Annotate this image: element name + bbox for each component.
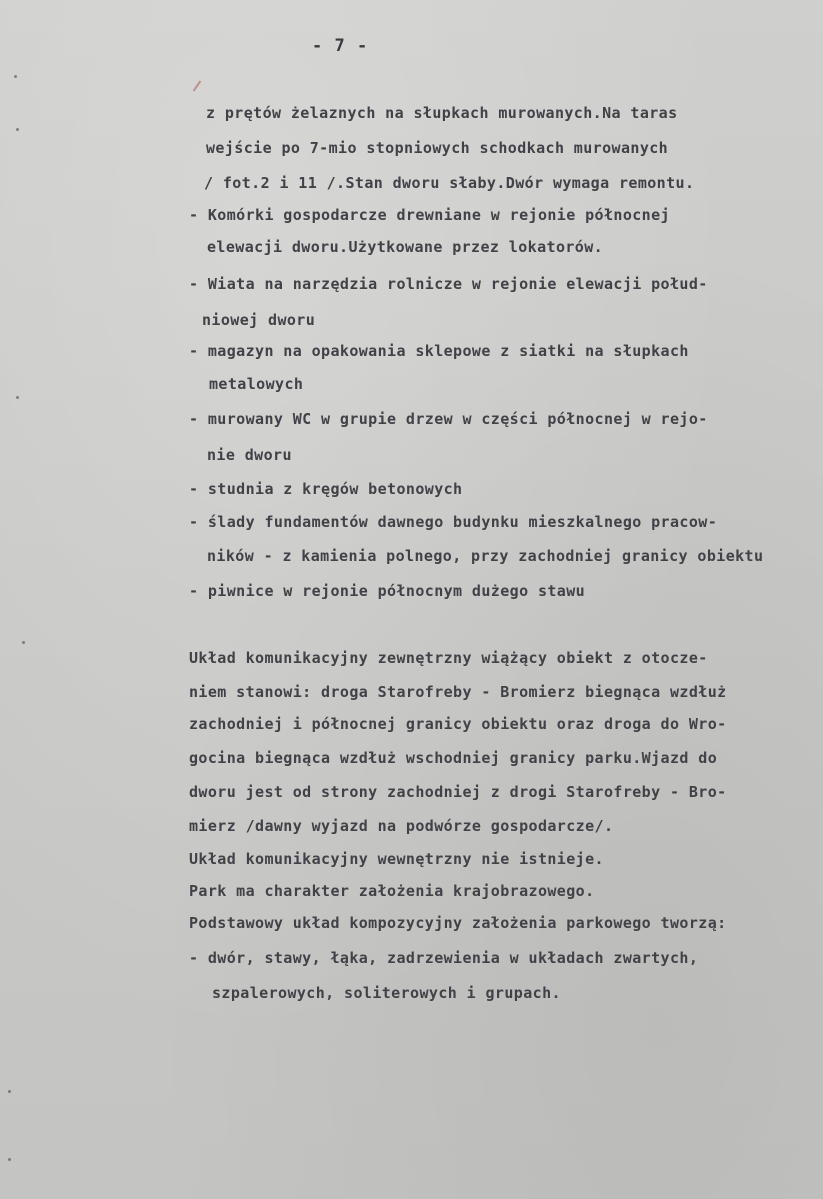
text-line: - dwór, stawy, łąka, zadrzewienia w układach zwartych, [189, 949, 699, 967]
text-line: mierz /dawny wyjazd na podwórze gospodarcze/. [189, 817, 614, 835]
text-line: niowej dworu [202, 311, 316, 329]
text-line: - murowany WC w grupie drzew w części północnej w rejo- [189, 410, 708, 428]
text-line: metalowych [209, 375, 304, 393]
margin-speck [16, 396, 19, 399]
text-line: niem stanowi: droga Starofreby - Bromierz biegnąca wzdłuż [189, 683, 727, 701]
margin-speck [16, 128, 19, 131]
text-line: zachodniej i północnej granicy obiektu oraz droga do Wro- [189, 715, 727, 733]
margin-speck [14, 75, 17, 78]
text-line: ników - z kamienia polnego, przy zachodniej granicy obiektu [207, 547, 764, 565]
margin-speck [8, 1158, 11, 1161]
text-line: / fot.2 i 11 /.Stan dworu słaby.Dwór wymaga remontu. [204, 174, 695, 192]
text-line: - Wiata na narzędzia rolnicze w rejonie elewacji połud- [189, 275, 708, 293]
text-line: dworu jest od strony zachodniej z drogi Starofreby - Bro- [189, 783, 727, 801]
margin-speck [8, 1090, 11, 1093]
text-line: nie dworu [207, 446, 292, 464]
pen-mark [193, 81, 202, 92]
text-line: - piwnice w rejonie północnym dużego stawu [189, 582, 586, 600]
text-line: elewacji dworu.Użytkowane przez lokatorów. [207, 238, 604, 256]
text-line: szpalerowych, soliterowych i grupach. [212, 984, 561, 1002]
text-line: - Komórki gospodarcze drewniane w rejonie północnej [189, 206, 670, 224]
text-line: Podstawowy układ kompozycyjny założenia parkowego tworzą: [189, 914, 727, 932]
text-line: Układ komunikacyjny zewnętrzny wiążący obiekt z otocze- [189, 649, 708, 667]
text-line: - magazyn na opakowania sklepowe z siatki na słupkach [189, 342, 689, 360]
text-line: gocina biegnąca wzdłuż wschodniej granicy parku.Wjazd do [189, 749, 718, 767]
text-line: Park ma charakter założenia krajobrazowego. [189, 882, 595, 900]
text-line: wejście po 7-mio stopniowych schodkach murowanych [206, 139, 669, 157]
page-number: - 7 - [312, 36, 369, 56]
text-line: Układ komunikacyjny wewnętrzny nie istnieje. [189, 850, 604, 868]
text-line: z prętów żelaznych na słupkach murowanych.Na taras [206, 104, 678, 122]
text-line: - studnia z kręgów betonowych [189, 480, 463, 498]
margin-speck [22, 641, 25, 644]
text-line: - ślady fundamentów dawnego budynku mieszkalnego pracow- [189, 513, 718, 531]
